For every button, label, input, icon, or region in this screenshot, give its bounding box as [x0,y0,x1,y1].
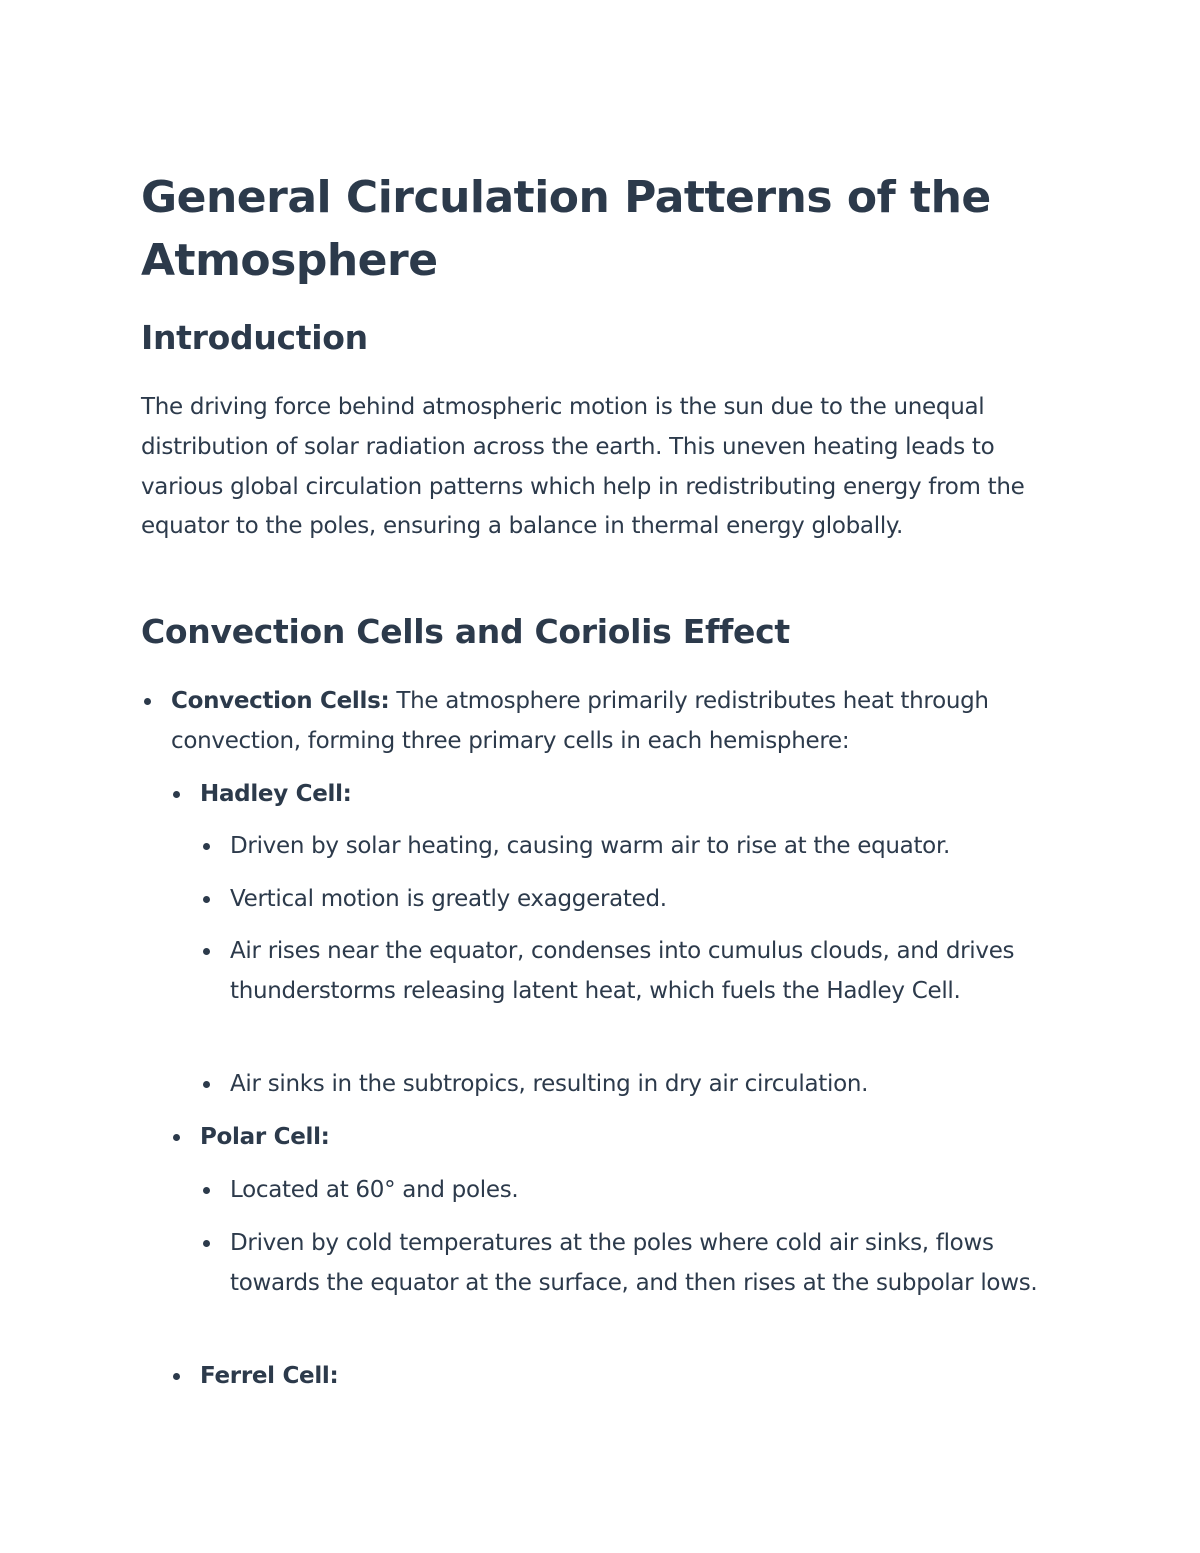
polar-point-text: Driven by cold temperatures at the poles where cold air sinks, flows towards the equator at the surface, and then rises at the subpolar lows. [230,1230,1038,1296]
bullet-icon [173,791,180,798]
list-item-ferrel-cell [200,1356,1066,1396]
bullet-icon [203,948,210,955]
bullet-icon [203,843,210,850]
list-item-polar-cell [200,1117,1066,1157]
convection-heading: Convection Cells and Coriolis Effect [141,612,790,651]
list-item-hadley-point [230,879,1066,919]
hadley-point-text: Vertical motion is greatly exaggerated. [230,886,667,912]
document-title: General Circulation Patterns of the Atmosphere [141,172,991,286]
list-item-hadley-cell [200,774,1066,814]
hadley-cell-label: Hadley Cell: [200,781,352,807]
hadley-point-text: Driven by solar heating, causing warm air to rise at the equator. [230,833,951,859]
bullet-icon [144,698,151,705]
ferrel-cell-label: Ferrel Cell: [200,1363,339,1389]
list-item-convection-cells [171,681,1066,761]
bullet-icon [173,1134,180,1141]
bullet-icon [173,1373,180,1380]
introduction-heading: Introduction [141,318,368,357]
list-item-hadley-point [230,1064,1066,1104]
convection-cells-label: Convection Cells: [171,688,390,714]
bullet-icon [203,1081,210,1088]
bullet-icon [203,1187,210,1194]
list-item-hadley-point [230,826,1066,866]
hadley-point-text: Air sinks in the subtropics, resulting in dry air circulation. [230,1071,869,1097]
introduction-paragraph: The driving force behind atmospheric motion is the sun due to the unequal distribution of solar radiation across the earth. This uneven heating leads to various global circulation patterns which help in redistributing energy from the equator to the poles, ensuring a balance in thermal energy globally. [141,394,1025,540]
convection-cells-text: The atmosphere primarily redistributes heat through convection, forming three primary cells in each hemisphere: [171,688,989,754]
bullet-icon [203,1240,210,1247]
polar-cell-label: Polar Cell: [200,1124,330,1150]
polar-point-text: Located at 60° and poles. [230,1177,519,1203]
list-item-hadley-point [230,931,1066,1011]
list-item-polar-point [230,1223,1066,1303]
bullet-icon [203,896,210,903]
hadley-point-text: Air rises near the equator, condenses into cumulus clouds, and drives thunderstorms releasing latent heat, which fuels the Hadley Cell. [230,938,1015,1004]
list-item-polar-point [230,1170,1066,1210]
